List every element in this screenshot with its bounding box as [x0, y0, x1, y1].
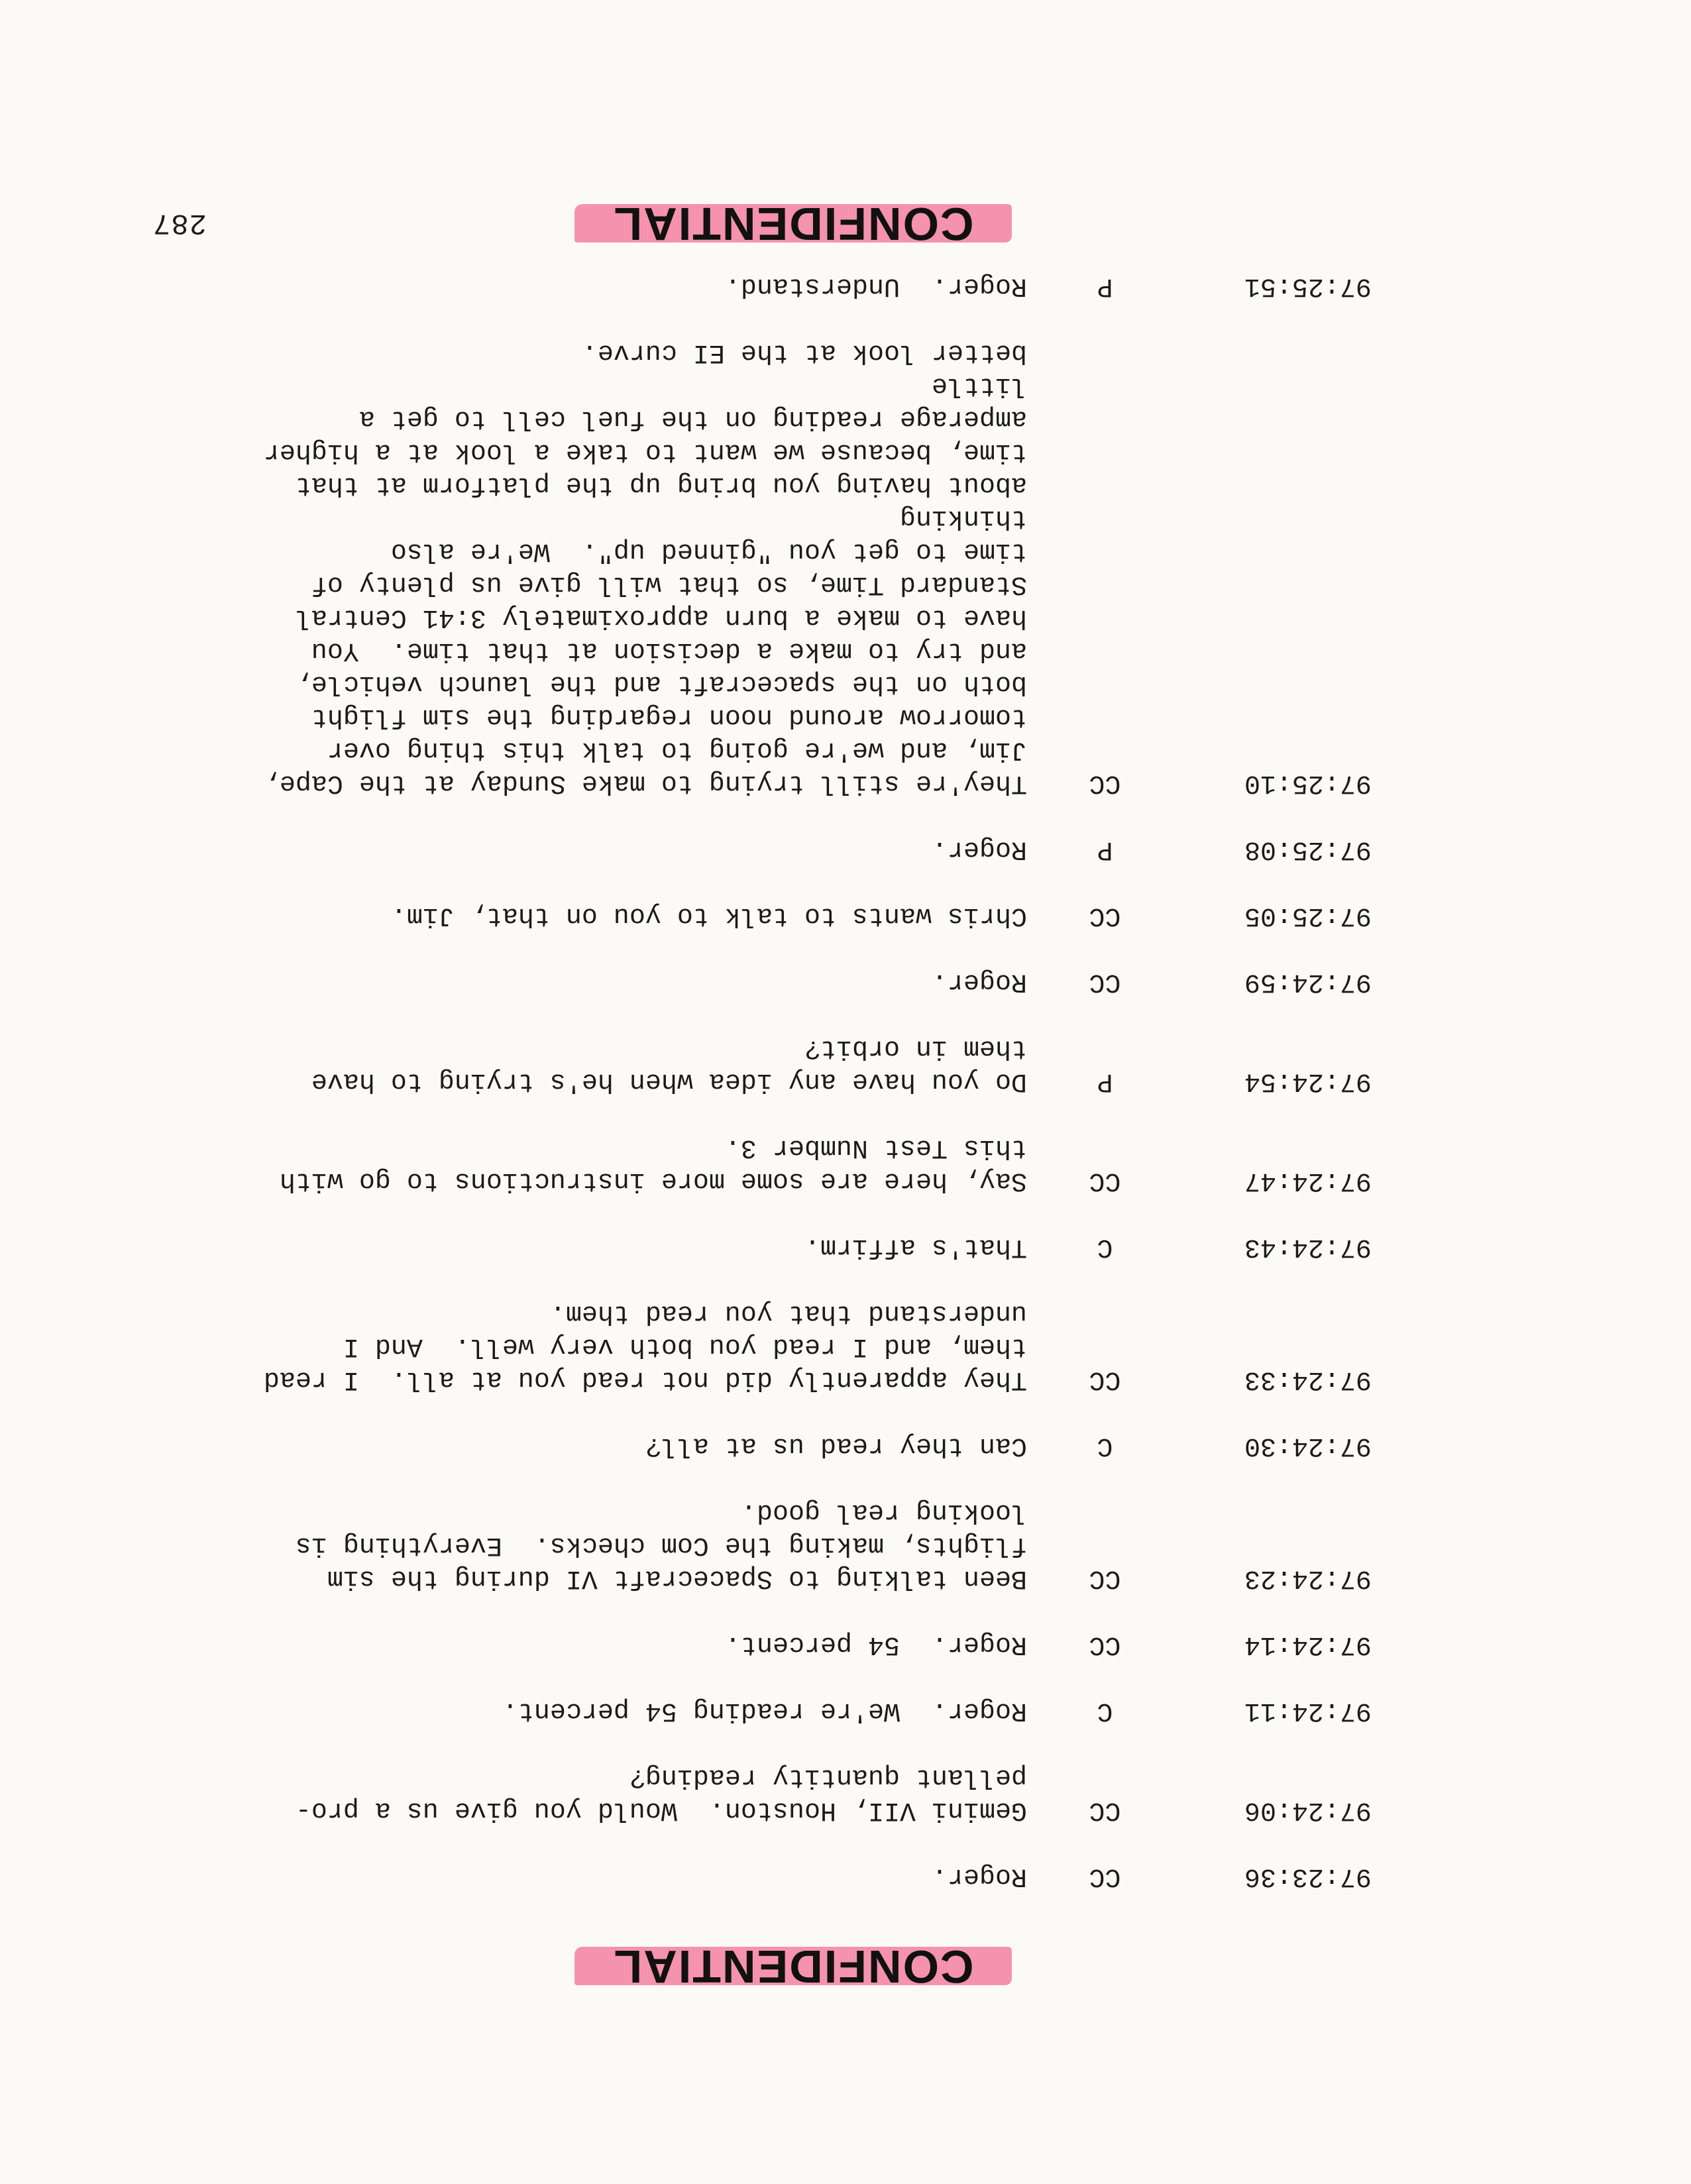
entry-speaker: CC	[1089, 901, 1121, 930]
entry-time: 97:24:23	[1244, 1563, 1372, 1593]
confidential-stamp-bottom	[574, 199, 1012, 249]
transcript-entry	[252, 1694, 1372, 1727]
transcript-entry	[252, 1230, 1372, 1263]
entry-text: Roger.	[931, 1861, 1027, 1891]
transcript-entry	[252, 1859, 1372, 1892]
transcript-entry	[252, 1627, 1372, 1661]
transcript	[252, 236, 1372, 1892]
entry-speaker: CC	[1089, 1364, 1121, 1394]
entry-time: 97:25:08	[1244, 834, 1372, 864]
entry-time: 97:24:30	[1244, 1431, 1372, 1460]
entry-time: 97:24:11	[1244, 1696, 1372, 1725]
entry-speaker: P	[1097, 1066, 1113, 1096]
entry-time: 97:24:06	[1244, 1795, 1372, 1825]
entry-time: 97:24:14	[1244, 1629, 1372, 1659]
entry-text: Roger.	[931, 834, 1027, 864]
entry-time: 97:24:59	[1244, 967, 1372, 997]
entry-speaker: C	[1097, 1431, 1113, 1460]
entry-speaker: P	[1097, 271, 1113, 301]
entry-speaker: CC	[1089, 1795, 1121, 1825]
transcript-entry	[252, 965, 1372, 998]
transcript-entry	[252, 1429, 1372, 1462]
entry-time: 97:25:05	[1244, 901, 1372, 930]
entry-speaker: C	[1097, 1696, 1113, 1725]
entry-text: That's affirm.	[804, 1232, 1027, 1262]
transcript-entry	[252, 899, 1372, 932]
entry-text: Roger. 54 percent.	[724, 1629, 1027, 1659]
entry-time: 97:25:10	[1244, 768, 1372, 798]
entry-text: Can they read us at all?	[645, 1431, 1027, 1460]
entry-time: 97:24:33	[1244, 1364, 1372, 1394]
entry-text: Do you have any idea when he's trying to have them in orbit?	[311, 1033, 1027, 1096]
entry-text: They're still trying to make Sunday at the Cape, Jim, and we're going to talk this thing over tomorrow around noon regarding the sim flight both on the spacecraft and the launch vehicle, and try to make a decision at that time. You have to make a burn approximately 3:41 Central Standard Time, so that will give us plenty of time to get you "ginned up". We're also thinking about having you bring up the platform at that time, because we want to take a look at a higher amperage reading on the fuel cell to get a little better look at the EI curve.	[263, 337, 1027, 798]
entry-text: Chris wants to talk to you on that, Jim.	[390, 901, 1027, 930]
confidential-stamp-top	[574, 1941, 1012, 1992]
entry-text: Been talking to Spacecraft VI during the sim flights, making the Com checks. Everything is looking real good.	[295, 1497, 1027, 1593]
transcript-entry	[252, 832, 1372, 865]
entry-speaker: C	[1097, 1232, 1113, 1262]
entry-time: 97:24:54	[1244, 1066, 1372, 1096]
entry-text: Gemini VII, Houston. Would you give us a pro- pellant quantity reading?	[295, 1762, 1027, 1825]
entry-time: 97:24:43	[1244, 1232, 1372, 1262]
entry-time: 97:24:47	[1244, 1166, 1372, 1195]
transcript-entry	[252, 335, 1372, 799]
entry-speaker: CC	[1089, 1166, 1121, 1195]
entry-time: 97:23:36	[1244, 1861, 1372, 1891]
entry-speaker: CC	[1089, 1861, 1121, 1891]
transcript-entry	[252, 1495, 1372, 1594]
entry-speaker: CC	[1089, 1563, 1121, 1593]
entry-text: They apparently did not read you at all. I read them, and I read you both very well. And I understand that you read them.	[263, 1298, 1027, 1394]
transcript-entry	[252, 1031, 1372, 1097]
transcript-entry	[252, 1760, 1372, 1826]
entry-text: Say, here are some more instructions to go with this Test Number 3.	[279, 1132, 1027, 1195]
transcript-entry	[252, 1296, 1372, 1395]
classification-label: CONFIDENTIAL	[612, 1941, 974, 1993]
classification-label: CONFIDENTIAL	[612, 198, 974, 250]
transcript-entry	[252, 1130, 1372, 1197]
entry-speaker: CC	[1089, 967, 1121, 997]
transcript-entry	[252, 269, 1372, 302]
entry-text: Roger. We're reading 54 percent.	[502, 1696, 1027, 1725]
entry-text: Roger.	[931, 967, 1027, 997]
entry-time: 97:25:51	[1244, 271, 1372, 301]
entry-speaker: CC	[1089, 1629, 1121, 1659]
entry-speaker: P	[1097, 834, 1113, 864]
page-number: 287	[152, 206, 207, 239]
entry-text: Roger. Understand.	[724, 271, 1027, 301]
entry-speaker: CC	[1089, 768, 1121, 798]
